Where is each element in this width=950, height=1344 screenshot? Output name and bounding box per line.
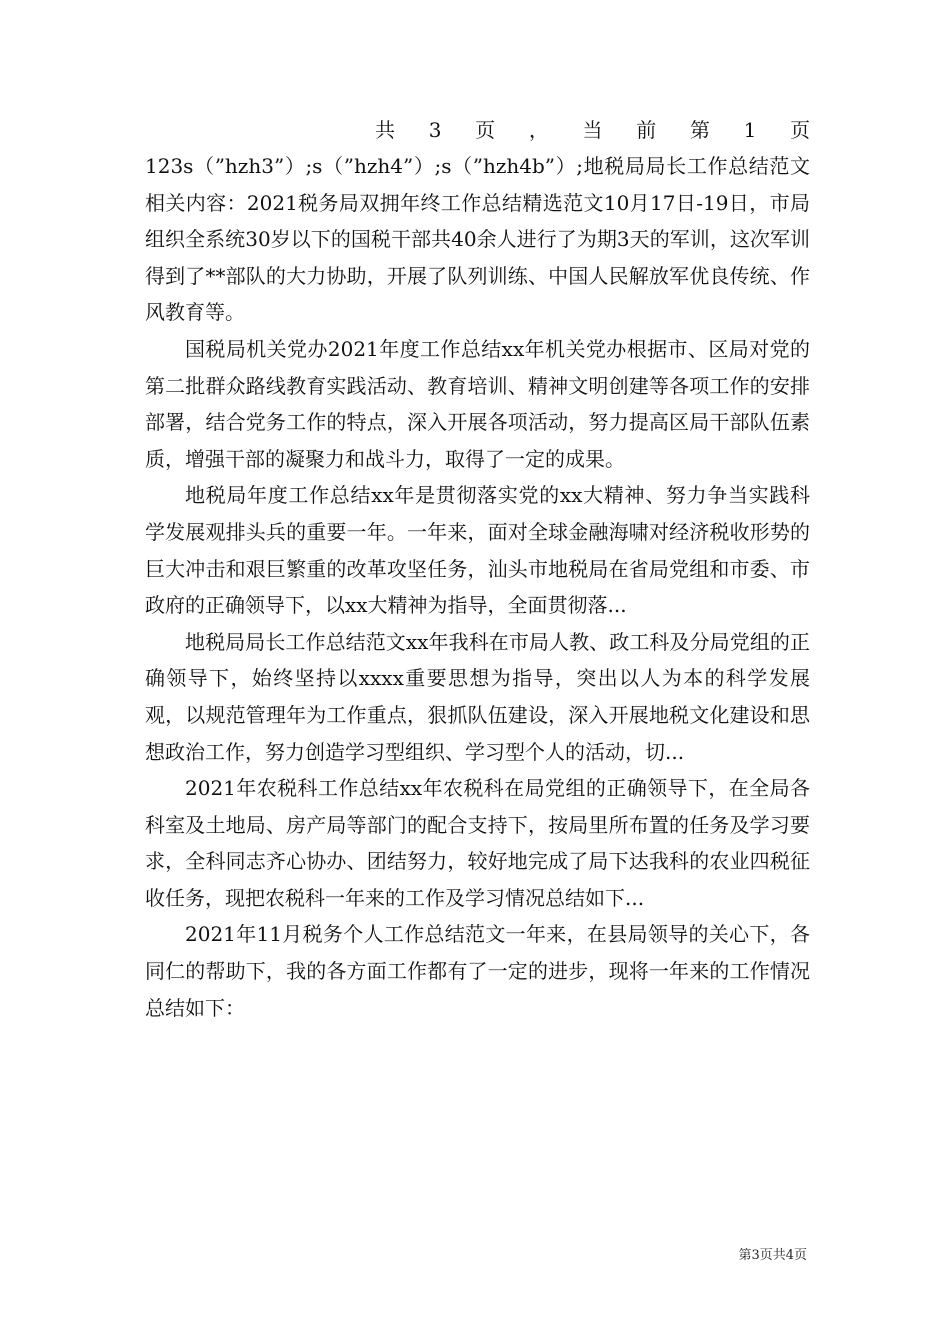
paragraph-director-summary: 地税局局长工作总结范文xx年我科在市局人教、政工科及分局党组的正确领导下，始终坚持以xxxx重要思想为指导，突出以人为本的科学发展观，以规范管理年为工作重点，狠抓队伍建设，深入开展地税文化建设和思想政治工作，努力创造学习型组织、学习型个人的活动，切... — [145, 629, 810, 764]
page-count-char: 共 — [375, 118, 395, 142]
paragraph-party-office-summary: 国税局机关党办2021年度工作总结xx年机关党办根据市、区局对党的第二批群众路线教育实践活动、教育培训、精神文明创建等各项工作的安排部署，结合党务工作的特点，深入开展各项活动，努力提高区局干部队伍素质，增强干部的凝聚力和战斗力，取得了一定的成果。 — [145, 336, 810, 471]
page-count-char: ， — [528, 118, 549, 142]
paragraph-personal-summary: 2021年11月税务个人工作总结范文一年来，在县局领导的关心下，各同仁的帮助下，我的各方面工作都有了一定的进步，现将一年来的工作情况总结如下： — [145, 922, 810, 1020]
page-count-char: 页 — [790, 118, 811, 142]
page-count-char: 3 — [428, 118, 442, 142]
document-body — [145, 112, 810, 1026]
page-count-char: 页 — [475, 118, 496, 142]
page-count-header — [145, 112, 810, 148]
paragraph-agricultural-tax-summary: 2021年农税科工作总结xx年农税科在局党组的正确领导下，在全局各科室及土地局、房产局等部门的配合支持下，按局里所布置的任务及学习要求，全科同志齐心协办、团结努力，较好地完成了局下达我科的农业四税征收任务，现把农税科一年来的工作及学习情况总结如下... — [145, 776, 810, 910]
page-count-char: 前 — [636, 118, 657, 142]
page-count-char: 1 — [743, 118, 757, 142]
page-count-char: 当 — [582, 118, 603, 142]
page-count-char: 第 — [689, 118, 710, 142]
paragraph-related-content: 123s（”hzh3”）;s（”hzh4”）;s（”hzh4b”）;地税局局长工作总结范文相关内容：2021税务局双拥年终工作总结精选范文10月17日-19日，市局组织全系统30岁以下的国税干部共40余人进行了为期3天的军训，这次军训得到了**部队的大力协助，开展了队列训练、中国人民解放军优良传统、作风教育等。 — [145, 154, 810, 325]
page-number-footer: 第3页共4页 — [738, 1248, 807, 1263]
paragraph-local-tax-annual-summary: 地税局年度工作总结xx年是贯彻落实党的xx大精神、努力争当实践科学发展观排头兵的重要一年。一年来，面对全球金融海啸对经济税收形势的巨大冲击和艰巨繁重的改革攻坚任务，汕头市地税局在省局党组和市委、市政府的正确领导下，以xx大精神为指导，全面贯彻落... — [145, 483, 810, 618]
